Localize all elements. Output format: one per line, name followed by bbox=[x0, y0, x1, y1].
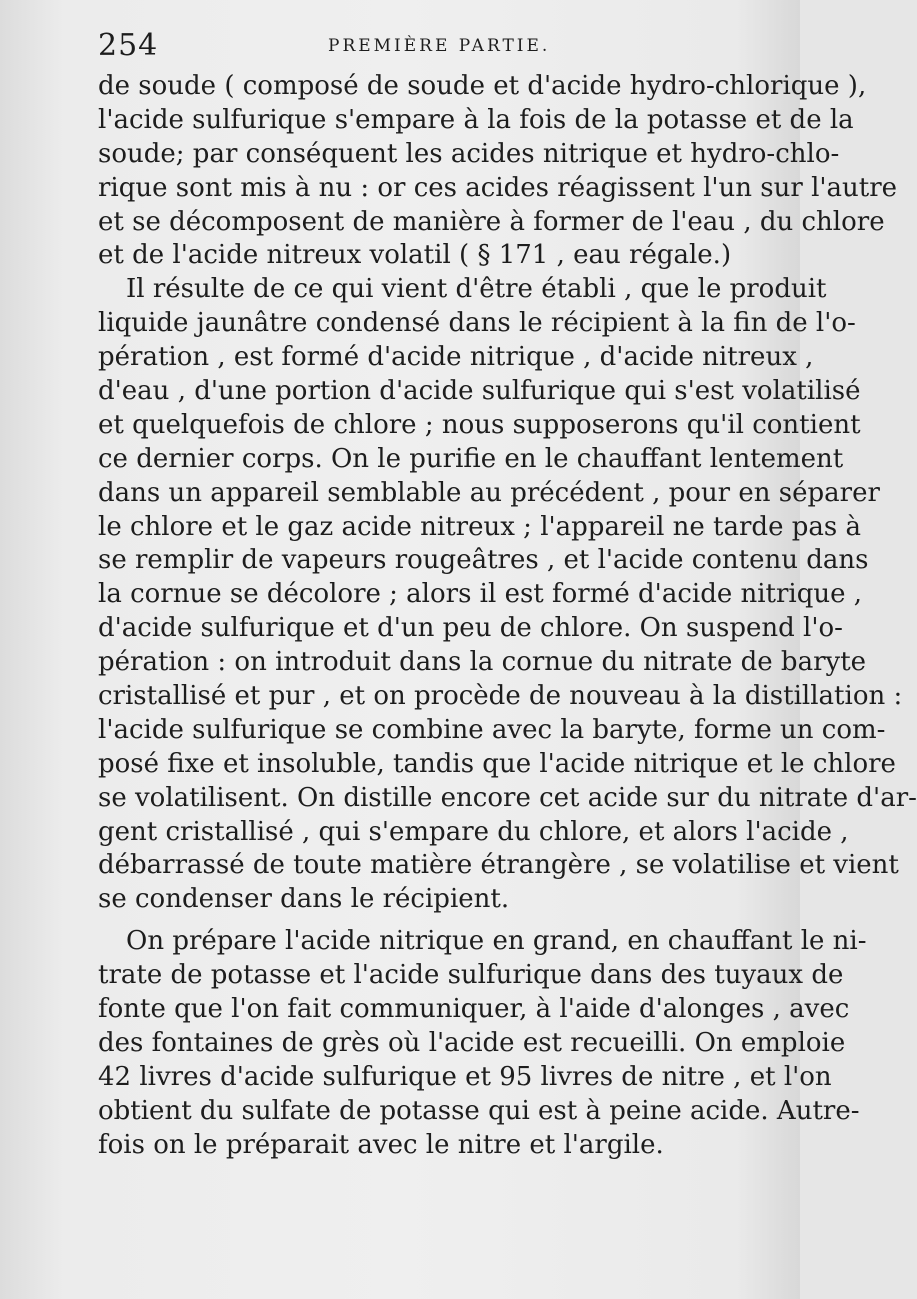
text-line: On prépare l'acide nitrique en grand, en chauffant le ni- bbox=[126, 926, 867, 957]
body-text bbox=[98, 70, 917, 1163]
text-line: se volatilisent. On distille encore cet acide sur du nitrate d'ar- bbox=[98, 782, 917, 813]
text-line: liquide jaunâtre condensé dans le récipient à la fin de l'o- bbox=[98, 308, 856, 339]
text-line: des fontaines de grès où l'acide est recueilli. On emploie bbox=[98, 1027, 846, 1058]
text-line: débarrassé de toute matière étrangère , se volatilise et vient bbox=[98, 850, 899, 881]
text-line: cristallisé et pur , et on procède de nouveau à la distillation : bbox=[98, 681, 903, 712]
paragraph bbox=[98, 273, 917, 917]
text-line: obtient du sulfate de potasse qui est à peine acide. Autre- bbox=[98, 1095, 860, 1126]
page-header bbox=[98, 28, 758, 64]
text-line: posé fixe et insoluble, tandis que l'acide nitrique et le chlore bbox=[98, 748, 896, 779]
text-line: et de l'acide nitreux volatil ( § 171 , eau régale.) bbox=[98, 240, 732, 271]
text-line: d'acide sulfurique et d'un peu de chlore. On suspend l'o- bbox=[98, 613, 843, 644]
text-line: et quelquefois de chlore ; nous supposerons qu'il contient bbox=[98, 409, 861, 440]
text-line: le chlore et le gaz acide nitreux ; l'appareil ne tarde pas à bbox=[98, 511, 861, 542]
text-line: pération , est formé d'acide nitrique , d'acide nitreux , bbox=[98, 342, 814, 373]
text-line: trate de potasse et l'acide sulfurique dans des tuyaux de bbox=[98, 960, 844, 991]
text-line: soude; par conséquent les acides nitrique et hydro-chlo- bbox=[98, 138, 840, 169]
text-line: dans un appareil semblable au précédent , pour en séparer bbox=[98, 477, 880, 508]
text-line: l'acide sulfurique s'empare à la fois de la potasse et de la bbox=[98, 104, 854, 135]
text-line: d'eau , d'une portion d'acide sulfurique qui s'est volatilisé bbox=[98, 376, 861, 407]
text-line: se remplir de vapeurs rougeâtres , et l'acide contenu dans bbox=[98, 545, 869, 576]
text-line: fonte que l'on fait communiquer, à l'aide d'alonges , avec bbox=[98, 994, 850, 1025]
text-line: l'acide sulfurique se combine avec la baryte, forme un com- bbox=[98, 714, 886, 745]
text-line: gent cristallisé , qui s'empare du chlore, et alors l'acide , bbox=[98, 816, 849, 847]
text-line: la cornue se décolore ; alors il est formé d'acide nitrique , bbox=[98, 579, 863, 610]
text-line: fois on le préparait avec le nitre et l'argile. bbox=[98, 1129, 664, 1160]
page-number: 254 bbox=[98, 28, 159, 63]
text-line: rique sont mis à nu : or ces acides réagissent l'un sur l'autre bbox=[98, 172, 898, 203]
text-line: pération : on introduit dans la cornue du nitrate de baryte bbox=[98, 647, 867, 678]
text-line: se condenser dans le récipient. bbox=[98, 884, 510, 915]
running-head: PREMIÈRE PARTIE. bbox=[328, 36, 551, 56]
text-line: et se décomposent de manière à former de l'eau , du chlore bbox=[98, 206, 885, 237]
text-line: ce dernier corps. On le purifie en le chauffant lentement bbox=[98, 443, 844, 474]
text-line: Il résulte de ce qui vient d'être établi , que le produit bbox=[126, 274, 827, 305]
paragraph bbox=[98, 925, 867, 1162]
paragraph bbox=[98, 70, 898, 273]
text-line: 42 livres d'acide sulfurique et 95 livres de nitre , et l'on bbox=[98, 1061, 832, 1092]
text-line: de soude ( composé de soude et d'acide hydro-chlorique ), bbox=[98, 71, 867, 101]
